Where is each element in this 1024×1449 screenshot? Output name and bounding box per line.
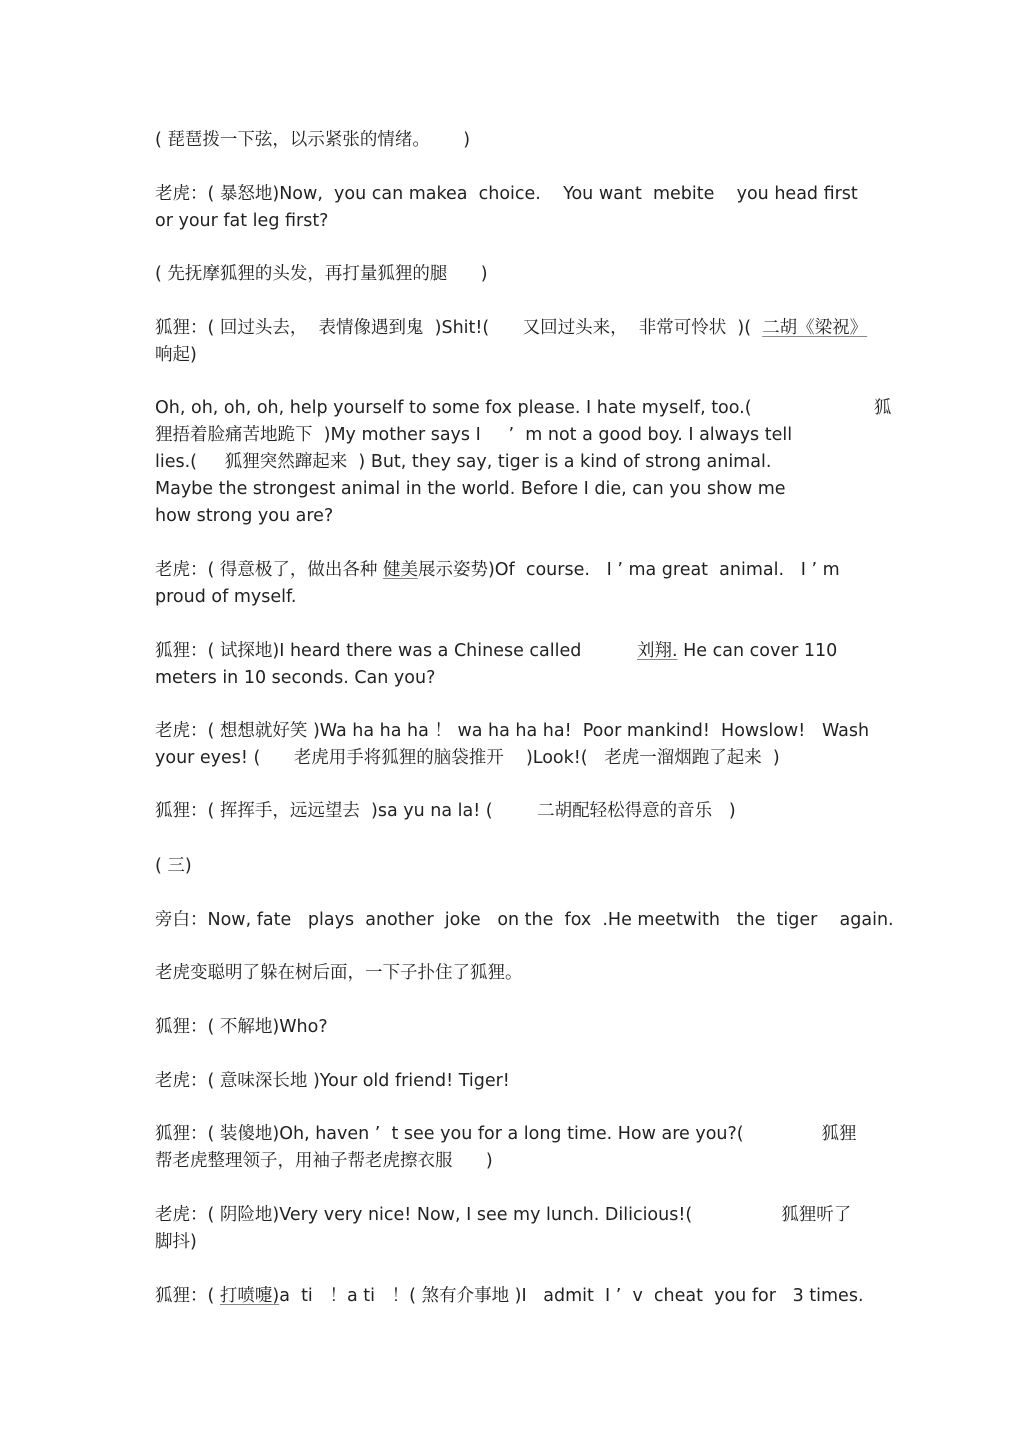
paragraph-7: [155, 638, 875, 692]
text-line: [155, 665, 875, 692]
underlined-text: 健美: [382, 560, 418, 580]
text-run: 狐狸：( 不解地)Who?: [155, 1017, 328, 1037]
paragraph-5: [155, 395, 892, 530]
text-line: [155, 1148, 875, 1175]
text-run: 老虎：( 得意极了，做出各种: [155, 560, 383, 580]
paragraph-17: [155, 1283, 875, 1310]
text-line: [155, 907, 894, 934]
text-run: how strong you are?: [155, 506, 334, 526]
text-line: [155, 503, 875, 530]
text-run: 老虎：( 想想就好笑 )Wa ha ha ha ！ wa ha ha ha! Poor mankind! Howslow! Wash: [155, 721, 870, 741]
text-line: [155, 476, 875, 503]
paragraph-6: [155, 557, 875, 611]
text-line: [155, 745, 875, 772]
paragraph-12: [155, 960, 875, 987]
text-line: [155, 1202, 875, 1229]
text-run: 老虎变聪明了躲在树后面，一下子扑住了狐狸。: [155, 963, 523, 983]
paragraph-4: [155, 315, 875, 369]
underlined-text: 二胡《梁祝》: [762, 318, 868, 338]
text-run: Oh, oh, oh, oh, help yourself to some fox please. I hate myself, too.( 狐: [155, 398, 892, 418]
text-run: 脚抖): [155, 1232, 197, 1252]
text-line: [155, 638, 875, 665]
underlined-text: 刘翔.: [637, 641, 678, 661]
text-run: 狸捂着脸痛苦地跪下 )My mother says I ’ m not a good boy. I always tell: [155, 425, 793, 445]
text-run: 旁白：Now, fate plays another joke on the fox .He meetwith the tiger again.: [155, 910, 894, 930]
text-line: [155, 208, 875, 235]
text-line: [155, 422, 875, 449]
text-line: [155, 1014, 875, 1041]
paragraph-9: [155, 798, 875, 825]
paragraph-10: [155, 853, 875, 880]
text-run: your eyes! ( 老虎用手将狐狸的脑袋推开 )Look!( 老虎一溜烟跑了起来 ): [155, 748, 780, 768]
text-line: [155, 127, 875, 154]
text-run: a ti ！a ti ！( 煞有介事地 )I admit I ’ v cheat you for 3 times.: [279, 1286, 864, 1306]
text-line: [155, 798, 875, 825]
text-line: [155, 1283, 875, 1310]
text-line: [155, 261, 875, 288]
text-line: [155, 1121, 875, 1148]
text-run: 狐狸：( 试探地)I heard there was a Chinese called: [155, 641, 637, 661]
paragraph-2: [155, 181, 875, 235]
text-run: 狐狸：(: [155, 1286, 220, 1306]
text-line: [155, 449, 875, 476]
text-run: He can cover 110: [677, 641, 838, 661]
text-run: 展示姿势)Of course. I ’ ma great animal. I ’ m: [417, 560, 840, 580]
text-run: 狐狸：( 挥挥手，远远望去 )sa yu na la! ( 二胡配轻松得意的音乐 ): [155, 801, 736, 821]
text-line: [155, 960, 875, 987]
text-run: ( 三): [155, 856, 192, 876]
text-run: lies.( 狐狸突然蹿起来 ) But, they say, tiger is a kind of strong animal.: [155, 452, 772, 472]
text-run: 响起): [155, 345, 197, 365]
paragraph-3: [155, 261, 875, 288]
text-line: [155, 853, 875, 880]
paragraph-8: [155, 718, 875, 772]
paragraph-14: [155, 1068, 875, 1095]
text-line: [155, 342, 875, 369]
text-run: meters in 10 seconds. Can you?: [155, 668, 436, 688]
text-line: [155, 315, 875, 342]
paragraph-15: [155, 1121, 875, 1175]
text-run: 帮老虎整理领子，用袖子帮老虎擦衣服 ): [155, 1151, 493, 1171]
text-line: [155, 181, 875, 208]
paragraph-1: [155, 127, 875, 154]
text-line: [155, 584, 875, 611]
text-line: [155, 1068, 875, 1095]
text-line: [155, 557, 875, 584]
underlined-text: 打喷嚏): [219, 1286, 280, 1306]
paragraph-16: [155, 1202, 875, 1256]
text-run: proud of myself.: [155, 587, 297, 607]
text-run: 老虎：( 阴险地)Very very nice! Now, I see my lunch. Dilicious!( 狐狸听了: [155, 1205, 852, 1225]
text-line: [155, 395, 892, 422]
text-line: [155, 1229, 875, 1256]
text-run: ( 先抚摩狐狸的头发，再打量狐狸的腿 ): [155, 264, 488, 284]
text-run: 老虎：( 意味深长地 )Your old friend! Tiger!: [155, 1071, 510, 1091]
text-line: [155, 718, 875, 745]
text-run: ( 琵琶拨一下弦，以示紧张的情绪。 ): [155, 130, 471, 150]
text-run: Maybe the strongest animal in the world. Before I die, can you show me: [155, 479, 786, 499]
text-run: 狐狸：( 装傻地)Oh, haven ’ t see you for a long time. How are you?( 狐狸: [155, 1124, 857, 1144]
paragraph-11: [155, 907, 894, 934]
text-run: or your fat leg first?: [155, 211, 329, 231]
text-run: 老虎：( 暴怒地)Now, you can makea choice. You want mebite you head first: [155, 184, 858, 204]
paragraph-13: [155, 1014, 875, 1041]
text-run: 狐狸：( 回过头去， 表情像遇到鬼 )Shit!( 又回过头来， 非常可怜状 )(: [155, 318, 763, 338]
